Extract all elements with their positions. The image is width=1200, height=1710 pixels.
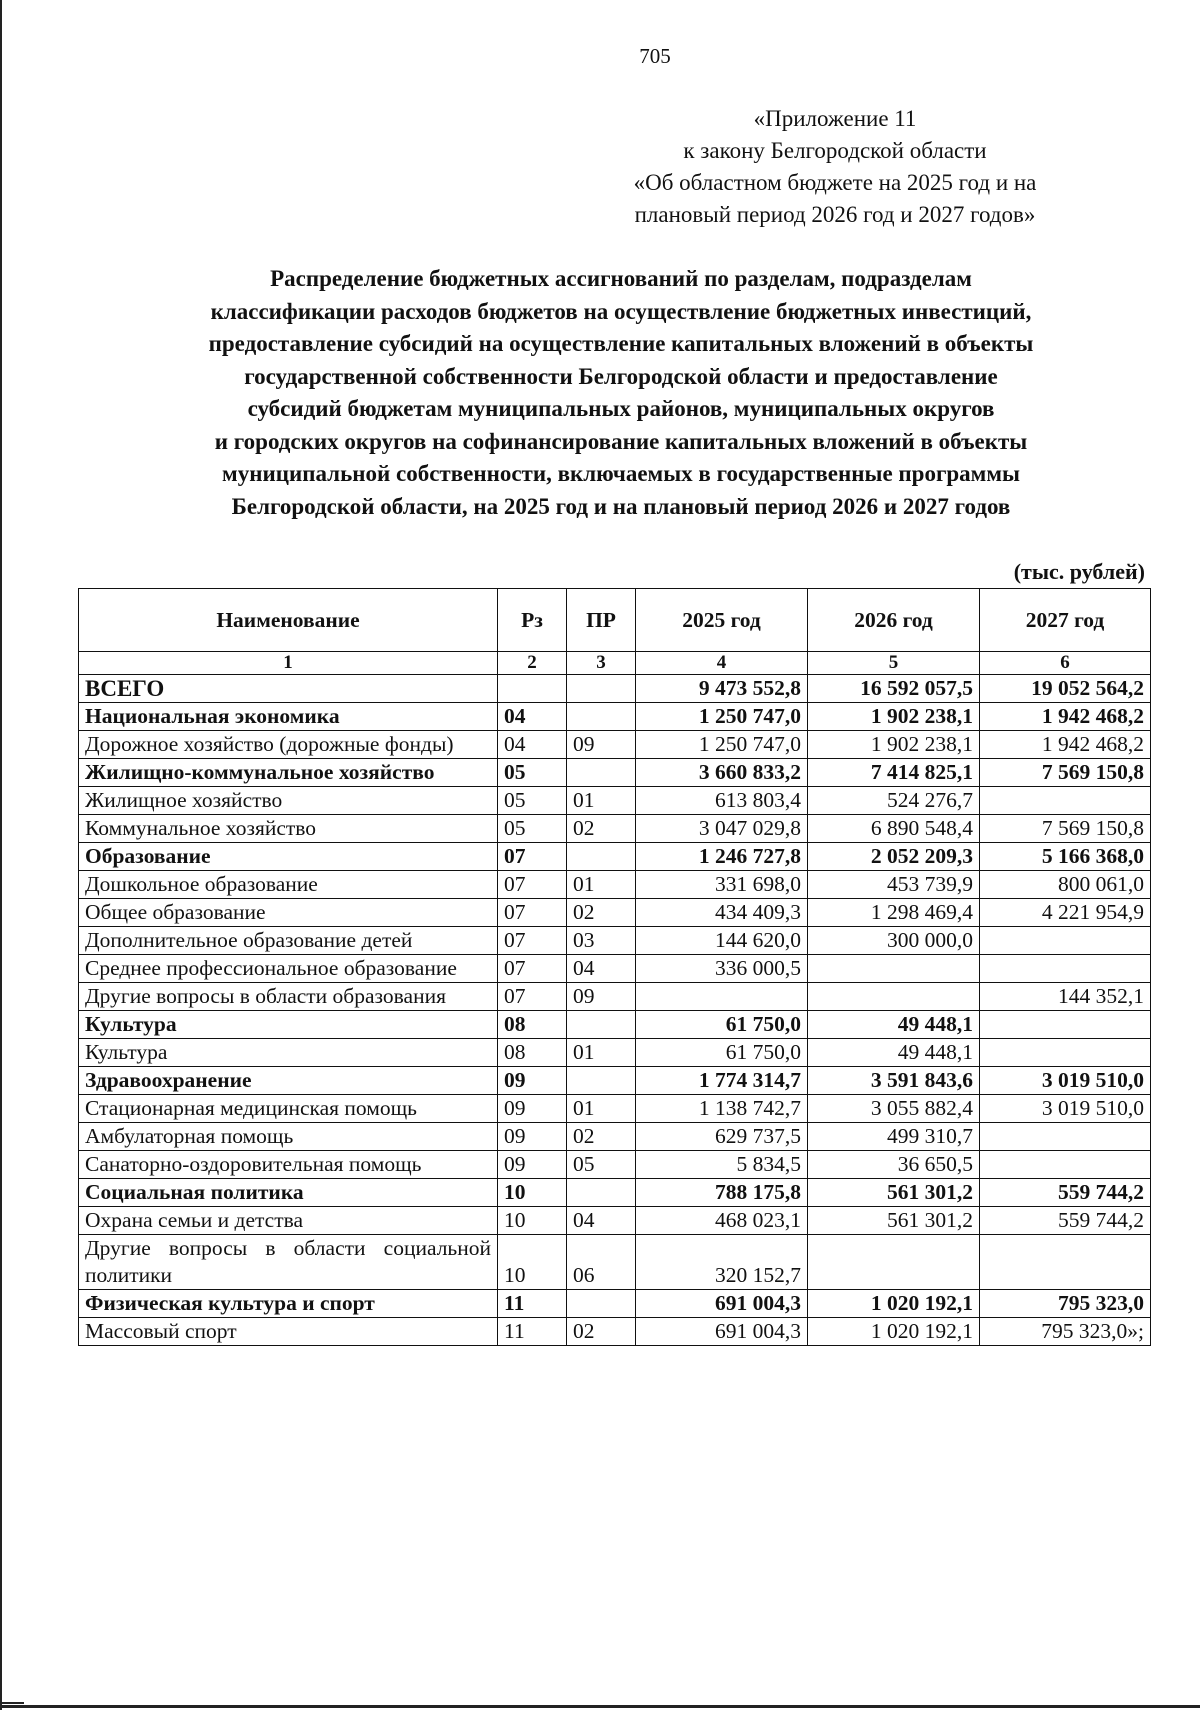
appendix-line: к закону Белгородской области <box>683 138 987 163</box>
row-value-2026 <box>808 955 980 983</box>
table-row <box>79 1011 1151 1039</box>
title-line: государственной собственности Белгородской области и предоставление <box>244 363 998 389</box>
row-pr: 01 <box>567 871 636 899</box>
row-value-2026 <box>808 983 980 1011</box>
row-value-2026: 1 020 192,1 <box>808 1290 980 1318</box>
row-value-2027 <box>980 955 1151 983</box>
row-pr <box>567 675 636 703</box>
row-name: Санаторно-оздоровительная помощь <box>79 1151 498 1179</box>
column-number: 1 <box>79 652 498 675</box>
row-pr: 09 <box>567 731 636 759</box>
column-number: 5 <box>808 652 980 675</box>
row-name: ВСЕГО <box>79 675 498 703</box>
table-row <box>79 1067 1151 1095</box>
table-body <box>79 652 1151 1346</box>
budget-table <box>78 588 1151 1346</box>
row-value-2027 <box>980 927 1151 955</box>
row-name: Культура <box>79 1011 498 1039</box>
row-rz: 08 <box>498 1011 567 1039</box>
row-value-2027: 19 052 564,2 <box>980 675 1151 703</box>
row-name: Жилищно-коммунальное хозяйство <box>79 759 498 787</box>
row-value-2025: 691 004,3 <box>636 1318 808 1346</box>
row-pr: 02 <box>567 899 636 927</box>
title-line: Распределение бюджетных ассигнований по разделам, подразделам <box>270 266 972 291</box>
table-row <box>79 703 1151 731</box>
row-value-2026: 561 301,2 <box>808 1179 980 1207</box>
row-value-2026: 49 448,1 <box>808 1039 980 1067</box>
table-row <box>79 1290 1151 1318</box>
row-value-2025: 468 023,1 <box>636 1207 808 1235</box>
row-value-2025: 5 834,5 <box>636 1151 808 1179</box>
row-rz: 07 <box>498 899 567 927</box>
row-rz: 09 <box>498 1067 567 1095</box>
row-value-2025: 629 737,5 <box>636 1123 808 1151</box>
row-value-2025: 434 409,3 <box>636 899 808 927</box>
page-number: 705 <box>639 44 671 68</box>
row-pr <box>567 1290 636 1318</box>
units-label: (тыс. рублей) <box>1013 559 1145 584</box>
row-rz: 09 <box>498 1123 567 1151</box>
row-pr <box>567 843 636 871</box>
row-name: Охрана семьи и детства <box>79 1207 498 1235</box>
row-name: Стационарная медицинская помощь <box>79 1095 498 1123</box>
row-pr: 02 <box>567 1318 636 1346</box>
appendix-line: «Об областном бюджете на 2025 год и на <box>633 170 1037 195</box>
row-rz: 07 <box>498 871 567 899</box>
row-value-2025: 613 803,4 <box>636 787 808 815</box>
table-row <box>79 927 1151 955</box>
row-rz: 10 <box>498 1207 567 1235</box>
row-value-2025: 61 750,0 <box>636 1039 808 1067</box>
row-pr <box>567 759 636 787</box>
row-name: Амбулаторная помощь <box>79 1123 498 1151</box>
row-value-2027: 3 019 510,0 <box>980 1095 1151 1123</box>
row-name: Здравоохранение <box>79 1067 498 1095</box>
appendix-line: плановый период 2026 год и 2027 годов» <box>634 202 1036 227</box>
table-row <box>79 1123 1151 1151</box>
row-value-2025: 788 175,8 <box>636 1179 808 1207</box>
row-pr: 02 <box>567 815 636 843</box>
row-value-2027: 3 019 510,0 <box>980 1067 1151 1095</box>
row-rz: 04 <box>498 731 567 759</box>
row-value-2025 <box>636 983 808 1011</box>
row-pr: 04 <box>567 955 636 983</box>
table-row <box>79 1179 1151 1207</box>
row-value-2026: 49 448,1 <box>808 1011 980 1039</box>
header-2027: 2027 год <box>980 589 1151 652</box>
row-value-2026: 3 055 882,4 <box>808 1095 980 1123</box>
row-value-2027: 559 744,2 <box>980 1207 1151 1235</box>
row-value-2026: 561 301,2 <box>808 1207 980 1235</box>
row-pr: 03 <box>567 927 636 955</box>
table-row <box>79 1207 1151 1235</box>
row-rz: 07 <box>498 927 567 955</box>
table-row <box>79 899 1151 927</box>
row-rz: 04 <box>498 703 567 731</box>
row-value-2026: 1 020 192,1 <box>808 1318 980 1346</box>
row-value-2027: 795 323,0 <box>980 1290 1151 1318</box>
table-row <box>79 675 1151 703</box>
row-value-2027 <box>980 1123 1151 1151</box>
row-name: Культура <box>79 1039 498 1067</box>
table-row <box>79 759 1151 787</box>
title-line: классификации расходов бюджетов на осуществление бюджетных инвестиций, <box>210 298 1032 324</box>
row-value-2026: 3 591 843,6 <box>808 1067 980 1095</box>
table-row <box>79 843 1151 871</box>
row-pr <box>567 1067 636 1095</box>
table-row <box>79 731 1151 759</box>
table-row <box>79 1095 1151 1123</box>
column-number: 4 <box>636 652 808 675</box>
row-value-2027 <box>980 1039 1151 1067</box>
row-value-2025: 3 047 029,8 <box>636 815 808 843</box>
row-value-2026: 36 650,5 <box>808 1151 980 1179</box>
row-value-2026 <box>808 1235 980 1290</box>
row-value-2025: 1 774 314,7 <box>636 1067 808 1095</box>
row-value-2027 <box>980 1235 1151 1290</box>
row-value-2027 <box>980 1011 1151 1039</box>
row-value-2027: 7 569 150,8 <box>980 759 1151 787</box>
title-line: муниципальной собственности, включаемых в государственные программы <box>222 461 1020 486</box>
column-number: 3 <box>567 652 636 675</box>
row-value-2025: 1 138 742,7 <box>636 1095 808 1123</box>
title-line: субсидий бюджетам муниципальных районов, муниципальных округов <box>247 396 995 421</box>
column-number-row <box>79 652 1151 675</box>
row-pr: 04 <box>567 1207 636 1235</box>
row-value-2027: 1 942 468,2 <box>980 703 1151 731</box>
row-value-2025: 9 473 552,8 <box>636 675 808 703</box>
table-row <box>79 1151 1151 1179</box>
row-name: Физическая культура и спорт <box>79 1290 498 1318</box>
row-value-2027 <box>980 1151 1151 1179</box>
row-rz: 07 <box>498 843 567 871</box>
row-value-2025: 1 250 747,0 <box>636 731 808 759</box>
row-pr: 01 <box>567 1095 636 1123</box>
table-header-row <box>79 589 1151 652</box>
row-name: Дополнительное образование детей <box>79 927 498 955</box>
table-row <box>79 983 1151 1011</box>
row-value-2026: 2 052 209,3 <box>808 843 980 871</box>
row-value-2025: 691 004,3 <box>636 1290 808 1318</box>
row-value-2025: 144 620,0 <box>636 927 808 955</box>
row-pr: 01 <box>567 787 636 815</box>
row-rz: 08 <box>498 1039 567 1067</box>
row-rz: 07 <box>498 955 567 983</box>
row-rz: 10 <box>498 1179 567 1207</box>
row-value-2026: 1 902 238,1 <box>808 731 980 759</box>
row-pr: 05 <box>567 1151 636 1179</box>
header-2026: 2026 год <box>808 589 980 652</box>
title-line: Белгородской области, на 2025 год и на плановый период 2026 и 2027 годов <box>231 493 1011 519</box>
row-value-2025: 331 698,0 <box>636 871 808 899</box>
row-value-2025: 336 000,5 <box>636 955 808 983</box>
row-rz: 05 <box>498 815 567 843</box>
row-value-2025: 320 152,7 <box>636 1235 808 1290</box>
row-value-2026: 453 739,9 <box>808 871 980 899</box>
row-name: Дорожное хозяйство (дорожные фонды) <box>79 731 498 759</box>
row-pr: 06 <box>567 1235 636 1290</box>
row-name: Социальная политика <box>79 1179 498 1207</box>
table-row <box>79 1039 1151 1067</box>
table-row <box>79 871 1151 899</box>
row-value-2025: 1 250 747,0 <box>636 703 808 731</box>
row-name: Образование <box>79 843 498 871</box>
row-value-2026: 6 890 548,4 <box>808 815 980 843</box>
row-pr <box>567 703 636 731</box>
header-name: Наименование <box>79 589 498 652</box>
row-name: Среднее профессиональное образование <box>79 955 498 983</box>
row-rz: 09 <box>498 1151 567 1179</box>
table-row <box>79 1235 1151 1290</box>
row-name: Национальная экономика <box>79 703 498 731</box>
row-name: Другие вопросы в области образования <box>79 983 498 1011</box>
row-rz: 11 <box>498 1318 567 1346</box>
column-number: 6 <box>980 652 1151 675</box>
row-name: Другие вопросы в области социальной политики <box>79 1235 498 1290</box>
row-pr: 02 <box>567 1123 636 1151</box>
row-value-2027: 795 323,0»; <box>980 1318 1151 1346</box>
row-rz <box>498 675 567 703</box>
row-pr <box>567 1011 636 1039</box>
row-value-2026: 1 298 469,4 <box>808 899 980 927</box>
row-value-2025: 1 246 727,8 <box>636 843 808 871</box>
row-value-2027: 144 352,1 <box>980 983 1151 1011</box>
row-value-2027: 1 942 468,2 <box>980 731 1151 759</box>
row-pr <box>567 1179 636 1207</box>
appendix-line: «Приложение 11 <box>753 106 917 131</box>
table-row <box>79 815 1151 843</box>
row-value-2027: 559 744,2 <box>980 1179 1151 1207</box>
table-row <box>79 1318 1151 1346</box>
column-number: 2 <box>498 652 567 675</box>
row-value-2026: 16 592 057,5 <box>808 675 980 703</box>
row-value-2027 <box>980 787 1151 815</box>
row-rz: 10 <box>498 1235 567 1290</box>
row-pr: 09 <box>567 983 636 1011</box>
row-rz: 05 <box>498 787 567 815</box>
row-name: Дошкольное образование <box>79 871 498 899</box>
row-value-2027: 5 166 368,0 <box>980 843 1151 871</box>
row-value-2026: 7 414 825,1 <box>808 759 980 787</box>
row-name: Общее образование <box>79 899 498 927</box>
header-2025: 2025 год <box>636 589 808 652</box>
row-name: Коммунальное хозяйство <box>79 815 498 843</box>
scan-border-bottom <box>0 1705 1200 1708</box>
table-row <box>79 955 1151 983</box>
row-value-2026: 524 276,7 <box>808 787 980 815</box>
row-rz: 07 <box>498 983 567 1011</box>
row-value-2025: 3 660 833,2 <box>636 759 808 787</box>
table-row <box>79 787 1151 815</box>
row-value-2026: 1 902 238,1 <box>808 703 980 731</box>
row-value-2026: 300 000,0 <box>808 927 980 955</box>
row-name: Жилищное хозяйство <box>79 787 498 815</box>
row-value-2025: 61 750,0 <box>636 1011 808 1039</box>
document-title <box>60 263 1182 523</box>
row-value-2026: 499 310,7 <box>808 1123 980 1151</box>
row-value-2027: 800 061,0 <box>980 871 1151 899</box>
header-pr: ПР <box>567 589 636 652</box>
title-line: предоставление субсидий на осуществление капитальных вложений в объекты <box>208 331 1034 356</box>
row-name: Массовый спорт <box>79 1318 498 1346</box>
header-rz: Рз <box>498 589 567 652</box>
row-rz: 11 <box>498 1290 567 1318</box>
title-line: и городских округов на софинансирование капитальных вложений в объекты <box>214 428 1028 454</box>
scan-mark <box>0 1702 24 1704</box>
row-pr: 01 <box>567 1039 636 1067</box>
row-value-2027: 7 569 150,8 <box>980 815 1151 843</box>
scan-border-left <box>0 0 2 1710</box>
row-rz: 05 <box>498 759 567 787</box>
row-rz: 09 <box>498 1095 567 1123</box>
appendix-header <box>560 103 1110 231</box>
row-value-2027: 4 221 954,9 <box>980 899 1151 927</box>
